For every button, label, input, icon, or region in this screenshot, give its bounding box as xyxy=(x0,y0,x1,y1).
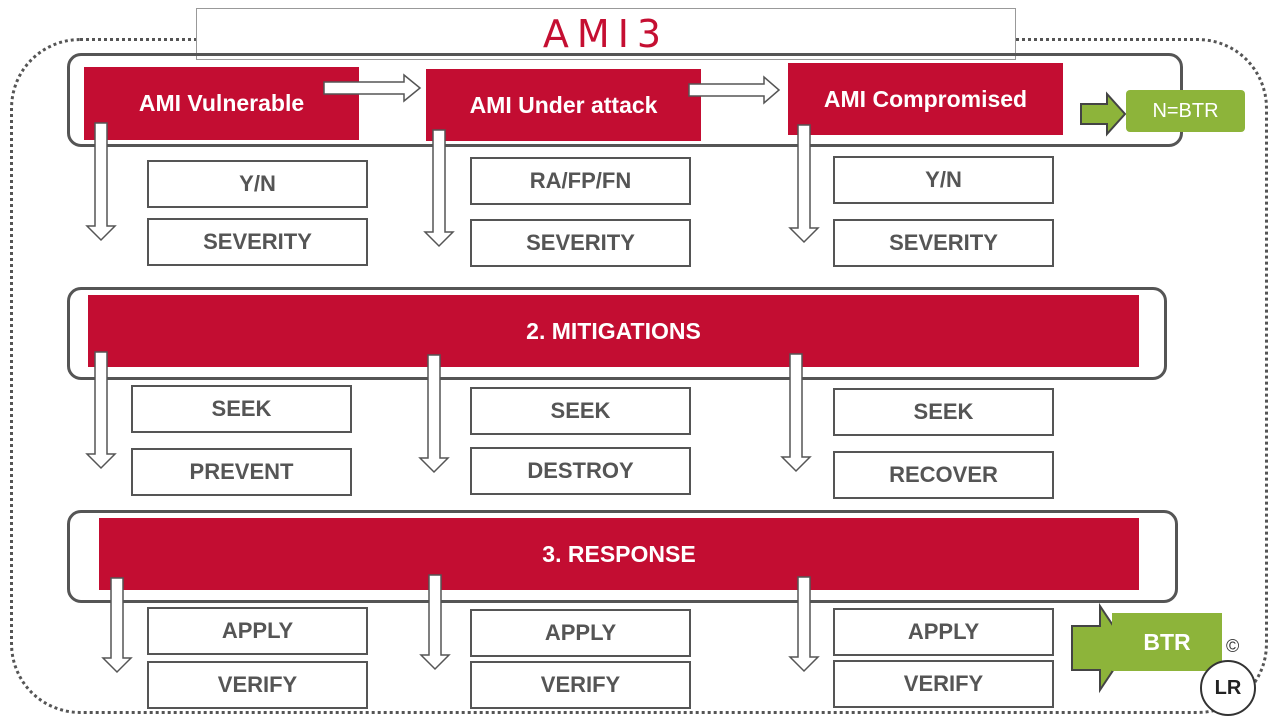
mitigation-box xyxy=(470,387,691,435)
mitigation-box xyxy=(131,448,352,496)
response-box-label: VERIFY xyxy=(903,671,984,696)
down-arrow-icon xyxy=(782,354,814,474)
lr-logo xyxy=(1200,660,1256,716)
response-box xyxy=(470,609,691,657)
mitigation-box-label: SEEK xyxy=(211,396,272,421)
stage-vulnerable-label: AMI Vulnerable xyxy=(138,90,305,116)
response-box xyxy=(147,661,368,709)
mitigation-box xyxy=(470,447,691,495)
mitigation-box-label: PREVENT xyxy=(189,459,294,484)
btr-label: BTR xyxy=(1143,628,1191,655)
response-box-label: VERIFY xyxy=(540,672,621,697)
lr-logo-text: LR xyxy=(1214,676,1242,699)
response-label: 3. RESPONSE xyxy=(542,540,696,567)
response-box xyxy=(833,660,1054,708)
stage-box xyxy=(147,160,368,208)
response-box xyxy=(470,661,691,709)
stage-box xyxy=(833,219,1054,267)
btr-box xyxy=(1112,613,1222,671)
down-arrow-icon xyxy=(790,125,822,245)
down-arrow-icon xyxy=(421,575,453,675)
stage-box-label: SEVERITY xyxy=(889,230,998,255)
stage-box xyxy=(833,156,1054,204)
stage-box xyxy=(470,157,691,205)
stage-box-label: Y/N xyxy=(239,171,276,196)
stage-under-attack-label: AMI Under attack xyxy=(469,91,658,118)
stage-box xyxy=(470,219,691,267)
response-box-label: VERIFY xyxy=(217,672,298,697)
down-arrow-icon xyxy=(420,355,452,475)
stage-vulnerable xyxy=(84,67,359,140)
response-box xyxy=(147,607,368,655)
response-box-label: APPLY xyxy=(221,618,294,643)
down-arrow-icon xyxy=(87,123,119,243)
mitigation-box-label: RECOVER xyxy=(889,462,998,487)
stage-under-attack xyxy=(426,69,701,141)
stage-box xyxy=(147,218,368,266)
stage-box-label: SEVERITY xyxy=(203,229,312,254)
nbtr-label: N=BTR xyxy=(1152,99,1219,122)
down-arrow-icon xyxy=(425,130,457,250)
stage-box-label: RA/FP/FN xyxy=(529,168,632,193)
mitigation-box-label: SEEK xyxy=(550,398,611,423)
right-arrow-icon xyxy=(324,74,424,104)
response-box-label: APPLY xyxy=(907,619,980,644)
response-box xyxy=(833,608,1054,656)
nbtr-badge xyxy=(1126,90,1245,132)
mitigation-box xyxy=(833,388,1054,436)
stage-box-label: SEVERITY xyxy=(526,230,635,255)
response-box-label: APPLY xyxy=(544,620,617,645)
down-arrow-icon xyxy=(87,352,119,472)
response-bar xyxy=(99,518,1139,590)
stage-box-label: Y/N xyxy=(925,167,962,192)
copyright-symbol: © xyxy=(1226,636,1240,656)
mitigation-box xyxy=(833,451,1054,499)
mitigation-box-label: SEEK xyxy=(913,399,974,424)
mitigations-label: 2. MITIGATIONS xyxy=(526,317,701,344)
stage-compromised xyxy=(788,63,1063,135)
mitigations-bar xyxy=(88,295,1139,367)
down-arrow-icon xyxy=(103,578,135,678)
page-title: AMI3 xyxy=(542,12,670,56)
mitigation-box xyxy=(131,385,352,433)
right-arrow-icon xyxy=(689,76,784,106)
mitigation-box-label: DESTROY xyxy=(527,458,634,483)
green-arrow-icon xyxy=(1079,92,1129,136)
stage-compromised-label: AMI Compromised xyxy=(823,85,1028,112)
down-arrow-icon xyxy=(790,577,822,677)
